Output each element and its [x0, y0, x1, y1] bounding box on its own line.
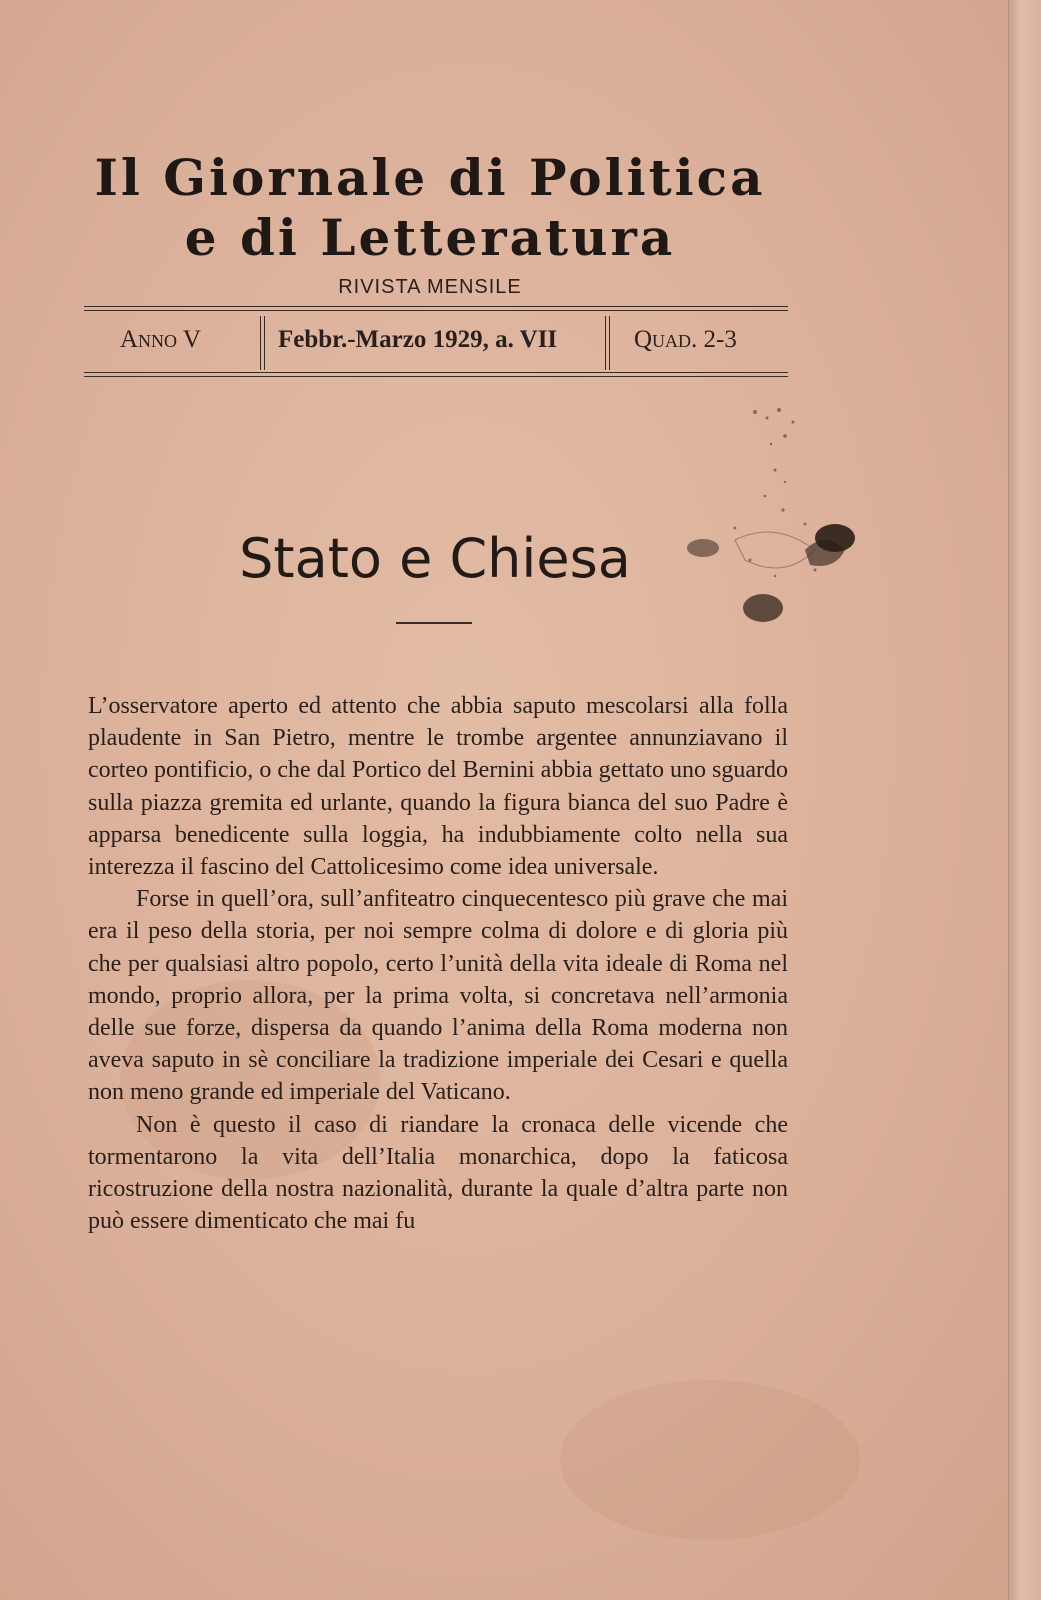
masthead-quad: Quad. 2-3	[634, 326, 737, 353]
masthead-rule	[84, 372, 788, 373]
title-underline	[396, 622, 472, 624]
masthead-date: Febbr.-Marzo 1929, a. VII	[278, 326, 558, 353]
article-title: Stato e Chiesa	[239, 527, 631, 590]
journal-title-line-2: e di Letteratura	[184, 208, 676, 267]
article-paragraph-2: Forse in quell’ora, sull’anfiteatro cinquecentesco più grave che mai era il peso della storia, per noi sempre colma di dolore e di gloria più che per qualsiasi altro popolo, certo l’unità della vita ideale di Roma nel mondo, proprio allora, per la prima volta, si concretava nell’armonia delle sue forze, dispersa da quando l’anima della Roma moderna non aveva saputo in sè conciliare la tradizione imperiale dei Cesari e quella non meno grande ed imperiale del Vaticano.	[88, 886, 788, 1106]
journal-subtitle: RIVISTA MENSILE	[338, 276, 522, 298]
masthead-rule	[84, 310, 788, 311]
journal-title-line-1: Il Giornale di Politica	[94, 148, 766, 207]
masthead-rule	[84, 306, 788, 307]
page-edge	[1008, 0, 1041, 1600]
masthead-anno: Anno V	[120, 326, 201, 353]
article-body	[88, 690, 788, 1237]
masthead-box	[84, 306, 788, 376]
ink-blot-ornament	[675, 400, 875, 650]
masthead-divider	[260, 316, 265, 370]
paper-stain	[560, 1380, 860, 1540]
article-paragraph-1: L’osservatore aperto ed attento che abbia saputo mescolarsi alla folla plaudente in San Pietro, mentre le trombe argentee annunziavano il corteo pontificio, o che dal Portico del Bernini abbia gettato uno sguardo sulla piazza gremita ed urlante, quando la figura bianca del suo Padre è apparsa benedicente sulla loggia, ha indubbiamente colto nella sua interezza il fascino del Cattolicesimo come idea universale.	[88, 693, 788, 881]
masthead-rule	[84, 376, 788, 377]
article-paragraph-3: Non è questo il caso di riandare la cronaca delle vicende che tormentarono la vita dell’Italia monarchica, dopo la faticosa ricostruzione della nostra nazionalità, durante la quale d’altra parte non può essere dimenticato che mai fu	[88, 1111, 788, 1235]
masthead-divider	[605, 316, 610, 370]
